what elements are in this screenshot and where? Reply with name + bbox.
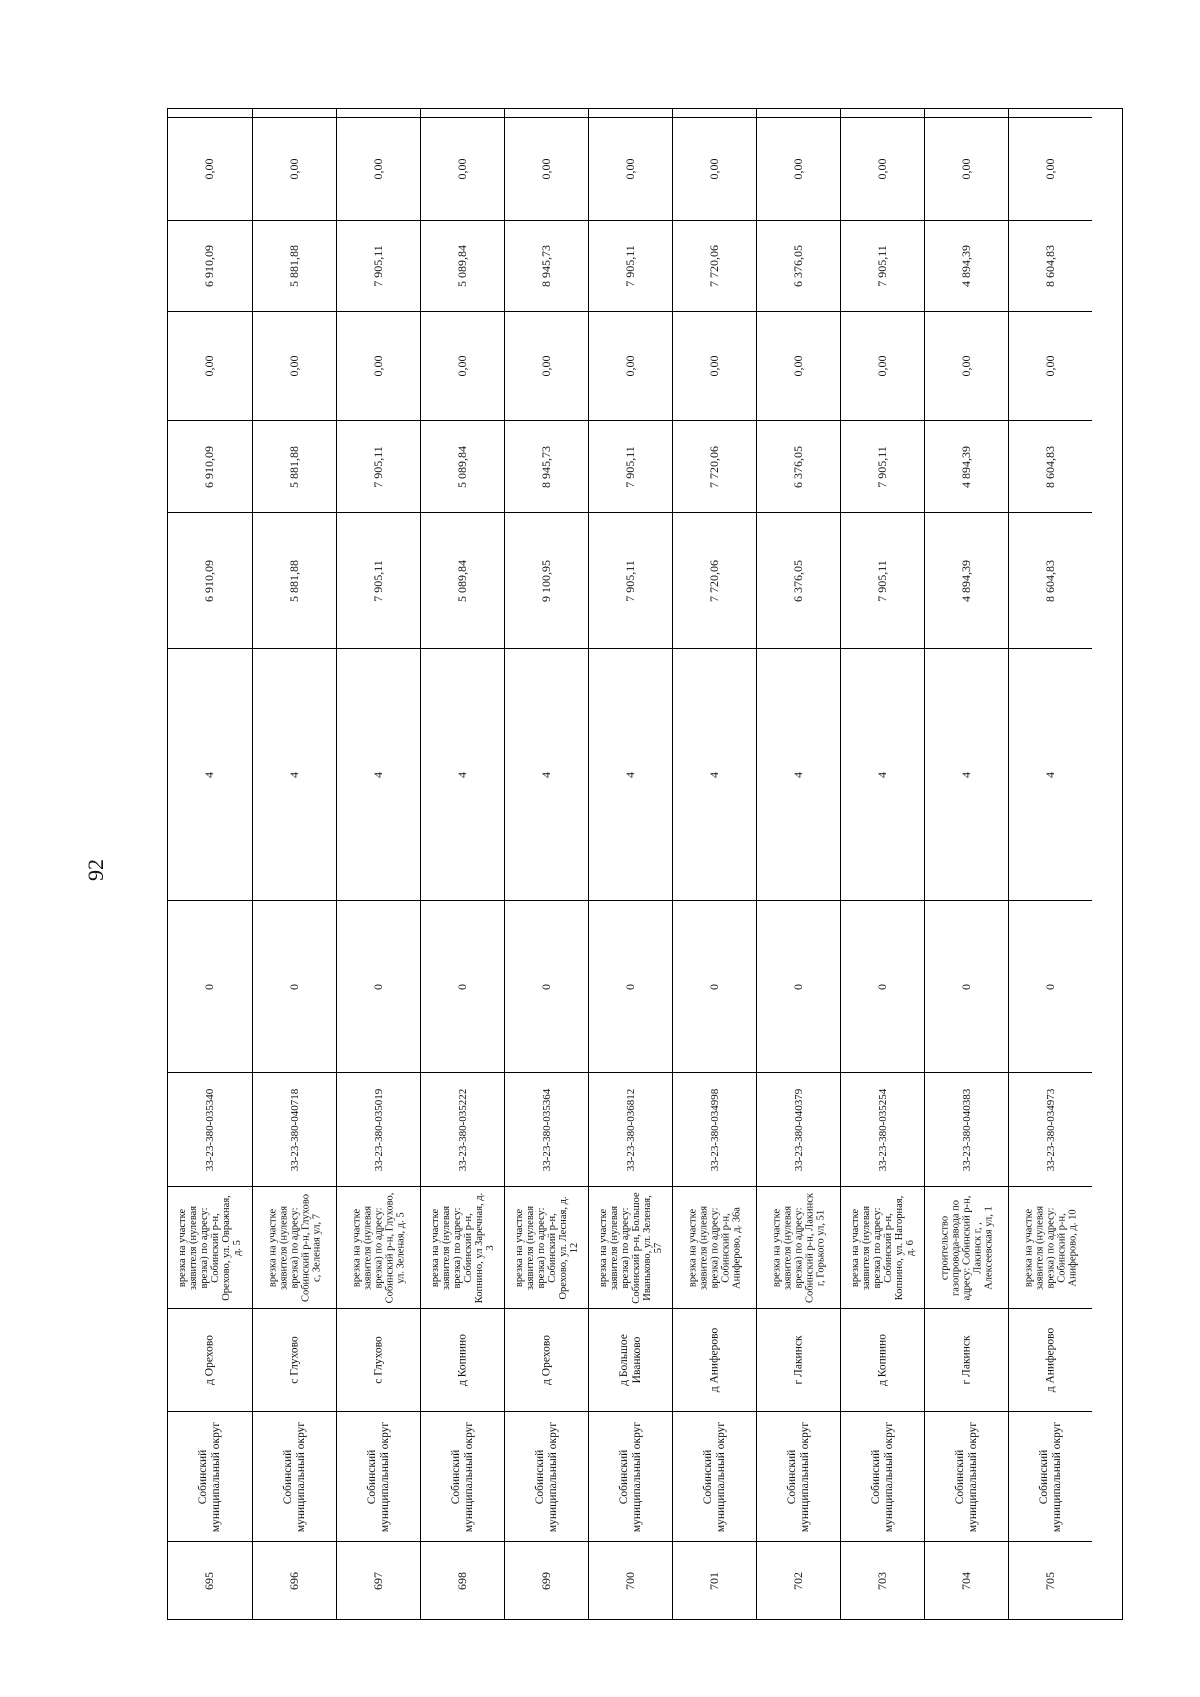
district-cell	[421, 1411, 504, 1541]
amount-2-cell-text: 6 376,05	[790, 445, 805, 488]
amount-4-cell	[1009, 220, 1092, 311]
value-a-cell-text: 0	[874, 983, 889, 990]
value-a-cell	[253, 900, 336, 1072]
table-row	[672, 109, 756, 1619]
description-cell	[505, 1186, 588, 1308]
amount-4-cell	[589, 220, 672, 311]
district-cell	[925, 1411, 1008, 1541]
row-number-cell-text: 699	[538, 1571, 553, 1590]
amount-5-cell-text: 0,00	[622, 158, 637, 180]
amount-4-cell-text: 8 945,73	[538, 245, 553, 287]
code-cell-text: 33-23-380-034973	[1044, 1088, 1057, 1171]
amount-3-cell-text: 0,00	[370, 355, 385, 377]
amount-3-cell-text: 0,00	[706, 355, 721, 377]
data-table	[167, 108, 1123, 1620]
amount-1-cell-text: 4 894,39	[958, 559, 973, 602]
value-a-cell-text: 0	[370, 983, 385, 990]
code-cell-text: 33-23-380-036812	[624, 1088, 637, 1171]
description-cell	[589, 1186, 672, 1308]
row-number-cell-text: 701	[706, 1571, 721, 1590]
amount-5-cell-text: 0,00	[1042, 158, 1057, 180]
amount-3-cell-text: 0,00	[1042, 355, 1057, 377]
amount-2-cell-text: 7 905,11	[622, 445, 637, 488]
amount-3-cell	[505, 311, 588, 420]
table-row	[336, 109, 420, 1619]
amount-4-cell	[841, 220, 924, 311]
description-cell-text: врезка на участке заявителя (нулевая врезка) по адресу: Собинский р-н, Лакинск г, Горького ул, 51	[770, 1192, 827, 1303]
district-cell-text: Собинский муниципальный округ	[785, 1421, 811, 1532]
value-b-cell	[505, 648, 588, 900]
locality-cell-text: д Аниферово	[708, 1327, 721, 1393]
amount-2-cell-text: 7 905,11	[874, 445, 889, 488]
district-cell-text: Собинский муниципальный округ	[197, 1421, 222, 1532]
value-a-cell-text: 0	[202, 983, 217, 990]
locality-cell-text: д Орехово	[540, 1335, 553, 1385]
amount-5-cell-text: 0,00	[874, 158, 889, 180]
value-a-cell	[505, 900, 588, 1072]
amount-3-cell	[841, 311, 924, 420]
description-cell-text: врезка на участке заявителя (нулевая врезка) по адресу: Собинский р-н, Большое Иваньково, ул. Зеленая, 57	[597, 1191, 664, 1304]
amount-3-cell-text: 0,00	[790, 355, 805, 377]
amount-2-cell	[168, 420, 252, 512]
amount-4-cell	[925, 220, 1008, 311]
code-cell	[505, 1072, 588, 1186]
amount-5-cell	[757, 117, 840, 220]
value-a-cell-text: 0	[958, 983, 973, 990]
value-a-cell-text: 0	[538, 983, 553, 990]
amount-4-cell-text: 4 894,39	[958, 245, 973, 287]
table-row	[252, 109, 336, 1619]
amount-5-cell	[673, 117, 756, 220]
value-b-cell-text: 4	[454, 771, 469, 778]
amount-1-cell-text: 8 604,83	[1042, 559, 1057, 602]
value-b-cell	[337, 648, 420, 900]
amount-2-cell	[757, 420, 840, 512]
amount-1-cell	[1009, 512, 1092, 648]
amount-1-cell	[253, 512, 336, 648]
amount-4-cell	[673, 220, 756, 311]
row-number-cell-text: 700	[622, 1571, 637, 1590]
code-cell-text: 33-23-380-035019	[372, 1088, 385, 1171]
district-cell	[757, 1411, 840, 1541]
locality-cell	[1009, 1308, 1092, 1411]
table-row	[756, 109, 840, 1619]
value-b-cell-text: 4	[706, 771, 721, 778]
amount-1-cell-text: 7 905,11	[874, 559, 889, 602]
row-number-cell-text: 695	[202, 1571, 217, 1590]
value-b-cell-text: 4	[286, 771, 301, 778]
table-row	[1008, 109, 1092, 1619]
amount-3-cell	[925, 311, 1008, 420]
amount-1-cell-text: 5 089,84	[454, 559, 469, 602]
value-a-cell	[1009, 900, 1092, 1072]
district-cell	[505, 1411, 588, 1541]
amount-2-cell-text: 5 881,88	[286, 445, 301, 488]
amount-5-cell-text: 0,00	[958, 158, 973, 180]
district-cell-text: Собинский муниципальный округ	[281, 1421, 307, 1532]
amount-3-cell	[421, 311, 504, 420]
amount-1-cell-text: 7 905,11	[370, 559, 385, 602]
value-b-cell-text: 4	[538, 771, 553, 778]
amount-2-cell-text: 6 910,09	[202, 445, 217, 488]
amount-1-cell	[673, 512, 756, 648]
amount-5-cell	[589, 117, 672, 220]
district-cell-text: Собинский муниципальный округ	[869, 1421, 895, 1532]
locality-cell-text: д Копнино	[876, 1334, 889, 1386]
value-b-cell-text: 4	[370, 771, 385, 778]
description-cell-text: врезка на участке заявителя (нулевая врезка) по адресу: Собинский р-н, Глухово, ул. Зеленая, д. 5	[350, 1192, 407, 1303]
district-cell	[253, 1411, 336, 1541]
locality-cell-text: д Орехово	[203, 1335, 216, 1385]
value-b-cell	[925, 648, 1008, 900]
amount-1-cell-text: 6 376,05	[790, 559, 805, 602]
amount-1-cell	[505, 512, 588, 648]
row-number-cell	[1009, 1541, 1092, 1619]
amount-1-cell-text: 7 905,11	[622, 559, 637, 602]
amount-4-cell-text: 5 089,84	[454, 245, 469, 287]
row-number-cell-text: 705	[1042, 1571, 1057, 1590]
value-b-cell-text: 4	[958, 771, 973, 778]
value-a-cell	[757, 900, 840, 1072]
amount-2-cell	[589, 420, 672, 512]
amount-4-cell-text: 7 905,11	[370, 245, 385, 287]
description-cell-text: врезка на участке заявителя (нулевая врезка) по адресу: Собинский р-н, Орехово, ул. Овражная, д. 5	[176, 1194, 244, 1301]
value-b-cell	[168, 648, 252, 900]
description-cell	[168, 1186, 252, 1308]
code-cell-text: 33-23-380-040718	[288, 1088, 301, 1171]
amount-2-cell	[673, 420, 756, 512]
amount-5-cell-text: 0,00	[454, 158, 469, 180]
row-number-cell-text: 696	[286, 1571, 301, 1590]
amount-4-cell-text: 7 905,11	[874, 245, 889, 287]
amount-4-cell-text: 8 604,83	[1042, 245, 1057, 287]
amount-3-cell-text: 0,00	[874, 355, 889, 377]
amount-2-cell	[1009, 420, 1092, 512]
description-cell	[673, 1186, 756, 1308]
value-a-cell-text: 0	[706, 983, 721, 990]
table-row	[504, 109, 588, 1619]
amount-4-cell	[757, 220, 840, 311]
description-cell-text: врезка на участке заявителя (нулевая врезка) по адресу: Собинский р-н, Копнино, ул Заречная, д. 3	[429, 1192, 496, 1303]
district-cell-text: Собинский муниципальный округ	[617, 1421, 643, 1532]
table-row	[924, 109, 1008, 1619]
row-number-cell	[841, 1541, 924, 1619]
code-cell	[757, 1072, 840, 1186]
table-row	[168, 109, 252, 1619]
locality-cell-text: с Глухово	[288, 1336, 301, 1384]
amount-3-cell	[168, 311, 252, 420]
code-cell-text: 33-23-380-040379	[792, 1088, 805, 1171]
amount-4-cell	[168, 220, 252, 311]
amount-1-cell	[168, 512, 252, 648]
amount-1-cell-text: 5 881,88	[286, 559, 301, 602]
locality-cell	[337, 1308, 420, 1411]
description-cell	[757, 1186, 840, 1308]
value-a-cell-text: 0	[454, 983, 469, 990]
amount-3-cell	[757, 311, 840, 420]
amount-2-cell	[421, 420, 504, 512]
row-number-cell-text: 702	[790, 1571, 805, 1590]
code-cell	[337, 1072, 420, 1186]
description-cell	[421, 1186, 504, 1308]
value-a-cell	[337, 900, 420, 1072]
amount-2-cell-text: 7 720,06	[706, 445, 721, 488]
code-cell	[421, 1072, 504, 1186]
code-cell	[589, 1072, 672, 1186]
description-cell	[841, 1186, 924, 1308]
row-number-cell-text: 703	[874, 1571, 889, 1590]
district-cell	[589, 1411, 672, 1541]
row-number-cell	[421, 1541, 504, 1619]
description-cell	[925, 1186, 1008, 1308]
amount-2-cell-text: 8 604,83	[1042, 445, 1057, 488]
row-number-cell	[505, 1541, 588, 1619]
amount-3-cell	[673, 311, 756, 420]
page-number: 92	[83, 859, 108, 881]
amount-3-cell	[589, 311, 672, 420]
table-row	[588, 109, 672, 1619]
value-b-cell	[757, 648, 840, 900]
row-number-cell-text: 698	[454, 1571, 469, 1590]
amount-3-cell-text: 0,00	[958, 355, 973, 377]
amount-2-cell	[337, 420, 420, 512]
row-number-cell	[168, 1541, 252, 1619]
amount-2-cell	[841, 420, 924, 512]
value-a-cell-text: 0	[622, 983, 637, 990]
value-b-cell	[673, 648, 756, 900]
row-number-cell-text: 697	[370, 1571, 385, 1590]
locality-cell-text: д Аниферово	[1044, 1327, 1057, 1393]
code-cell-text: 33-23-380-035222	[456, 1088, 469, 1171]
district-cell	[841, 1411, 924, 1541]
amount-3-cell	[253, 311, 336, 420]
district-cell-text: Собинский муниципальный округ	[953, 1421, 979, 1532]
value-b-cell-text: 4	[202, 771, 217, 778]
amount-4-cell	[253, 220, 336, 311]
amount-5-cell	[421, 117, 504, 220]
district-cell-text: Собинский муниципальный округ	[1037, 1421, 1063, 1532]
district-cell-text: Собинский муниципальный округ	[701, 1421, 727, 1532]
locality-cell-text: д Копнино	[456, 1334, 469, 1386]
row-number-cell	[337, 1541, 420, 1619]
amount-5-cell-text: 0,00	[286, 158, 301, 180]
code-cell-text: 33-23-380-035254	[876, 1088, 889, 1171]
value-b-cell-text: 4	[622, 771, 637, 778]
value-a-cell	[421, 900, 504, 1072]
code-cell-text: 33-23-380-040383	[960, 1088, 973, 1171]
amount-1-cell-text: 9 100,95	[538, 559, 553, 602]
description-cell-text: врезка на участке заявителя (нулевая врезка) по адресу: Собинский р-н, Аниферово, д. 10	[1022, 1205, 1079, 1290]
value-b-cell	[253, 648, 336, 900]
row-number-cell	[253, 1541, 336, 1619]
amount-1-cell	[841, 512, 924, 648]
locality-cell	[253, 1308, 336, 1411]
value-a-cell	[168, 900, 252, 1072]
amount-5-cell-text: 0,00	[202, 158, 217, 180]
amount-3-cell-text: 0,00	[202, 355, 217, 377]
description-cell	[337, 1186, 420, 1308]
amount-3-cell-text: 0,00	[454, 355, 469, 377]
amount-1-cell	[589, 512, 672, 648]
value-a-cell	[673, 900, 756, 1072]
amount-4-cell-text: 5 881,88	[286, 245, 301, 287]
amount-5-cell-text: 0,00	[370, 158, 385, 180]
value-a-cell	[589, 900, 672, 1072]
locality-cell	[505, 1308, 588, 1411]
amount-2-cell-text: 7 905,11	[370, 445, 385, 488]
amount-5-cell-text: 0,00	[706, 158, 721, 180]
row-number-cell	[673, 1541, 756, 1619]
value-b-cell	[421, 648, 504, 900]
amount-3-cell-text: 0,00	[622, 355, 637, 377]
description-cell-text: врезка на участке заявителя (нулевая врезка) по адресу: Собинский р-н, Орехово, ул. Лесная, д. 12	[513, 1195, 580, 1300]
locality-cell	[673, 1308, 756, 1411]
description-cell-text: врезка на участке заявителя (нулевая врезка) по адресу: Собинский р-н, Глухово с, Зеленая ул, 7	[266, 1193, 323, 1302]
district-cell	[337, 1411, 420, 1541]
locality-cell-text: г Лакинск	[792, 1335, 805, 1385]
amount-1-cell	[925, 512, 1008, 648]
amount-4-cell-text: 6 376,05	[790, 245, 805, 287]
amount-4-cell	[337, 220, 420, 311]
amount-3-cell	[1009, 311, 1092, 420]
row-number-cell-text: 704	[958, 1571, 973, 1590]
amount-2-cell	[253, 420, 336, 512]
code-cell	[1009, 1072, 1092, 1186]
code-cell	[673, 1072, 756, 1186]
value-a-cell	[841, 900, 924, 1072]
amount-5-cell-text: 0,00	[790, 158, 805, 180]
code-cell	[841, 1072, 924, 1186]
value-b-cell	[1009, 648, 1092, 900]
amount-2-cell	[925, 420, 1008, 512]
district-cell	[1009, 1411, 1092, 1541]
district-cell	[168, 1411, 252, 1541]
value-b-cell	[589, 648, 672, 900]
locality-cell-text: г Лакинск	[960, 1335, 973, 1385]
code-cell-text: 33-23-380-034998	[708, 1088, 721, 1171]
value-a-cell-text: 0	[1042, 983, 1057, 990]
table-row	[420, 109, 504, 1619]
amount-3-cell-text: 0,00	[286, 355, 301, 377]
locality-cell-text: д Большое Иванково	[617, 1334, 643, 1386]
amount-2-cell	[505, 420, 588, 512]
district-cell-text: Собинский муниципальный округ	[449, 1421, 475, 1532]
table-row	[840, 109, 924, 1619]
amount-1-cell	[421, 512, 504, 648]
amount-4-cell-text: 7 720,06	[706, 245, 721, 287]
row-number-cell	[589, 1541, 672, 1619]
amount-3-cell-text: 0,00	[538, 355, 553, 377]
value-b-cell-text: 4	[790, 771, 805, 778]
amount-5-cell	[925, 117, 1008, 220]
code-cell	[253, 1072, 336, 1186]
value-a-cell-text: 0	[790, 983, 805, 990]
code-cell-text: 33-23-380-035340	[203, 1088, 216, 1171]
district-cell	[673, 1411, 756, 1541]
value-b-cell-text: 4	[874, 771, 889, 778]
code-cell	[925, 1072, 1008, 1186]
row-number-cell	[925, 1541, 1008, 1619]
description-cell	[1009, 1186, 1092, 1308]
amount-1-cell-text: 7 720,06	[706, 559, 721, 602]
amount-4-cell-text: 7 905,11	[622, 245, 637, 287]
district-cell-text: Собинский муниципальный округ	[365, 1421, 391, 1532]
locality-cell	[168, 1308, 252, 1411]
locality-cell	[421, 1308, 504, 1411]
locality-cell-text: с Глухово	[372, 1336, 385, 1384]
amount-4-cell	[505, 220, 588, 311]
amount-5-cell-text: 0,00	[538, 158, 553, 180]
district-cell-text: Собинский муниципальный округ	[533, 1421, 559, 1532]
locality-cell	[925, 1308, 1008, 1411]
amount-4-cell-text: 6 910,09	[202, 245, 217, 287]
amount-2-cell-text: 4 894,39	[958, 445, 973, 488]
value-a-cell-text: 0	[286, 983, 301, 990]
value-b-cell	[841, 648, 924, 900]
amount-5-cell	[253, 117, 336, 220]
amount-1-cell	[337, 512, 420, 648]
amount-3-cell	[337, 311, 420, 420]
description-cell-text: строительство газопровода-ввода по адресу: Собинский р-н, Лакинск г, , Алексеевская ул, 1	[938, 1195, 995, 1300]
code-cell	[168, 1072, 252, 1186]
description-cell-text: врезка на участке заявителя (нулевая врезка) по адресу: Собинский р-н, Копнино, ул. Нагорная, д. 6	[849, 1195, 916, 1300]
locality-cell	[841, 1308, 924, 1411]
value-b-cell-text: 4	[1042, 771, 1057, 778]
locality-cell	[757, 1308, 840, 1411]
amount-1-cell	[757, 512, 840, 648]
row-number-cell	[757, 1541, 840, 1619]
locality-cell	[589, 1308, 672, 1411]
value-a-cell	[925, 900, 1008, 1072]
amount-5-cell	[841, 117, 924, 220]
amount-5-cell	[1009, 117, 1092, 220]
amount-2-cell-text: 5 089,84	[454, 445, 469, 488]
amount-5-cell	[168, 117, 252, 220]
amount-4-cell	[421, 220, 504, 311]
description-cell-text: врезка на участке заявителя (нулевая врезка) по адресу: Собинский р-н, Аниферово, д. 36а	[686, 1205, 743, 1290]
amount-5-cell	[505, 117, 588, 220]
code-cell-text: 33-23-380-035364	[540, 1088, 553, 1171]
description-cell	[253, 1186, 336, 1308]
amount-5-cell	[337, 117, 420, 220]
amount-2-cell-text: 8 945,73	[538, 445, 553, 488]
amount-1-cell-text: 6 910,09	[202, 559, 217, 602]
